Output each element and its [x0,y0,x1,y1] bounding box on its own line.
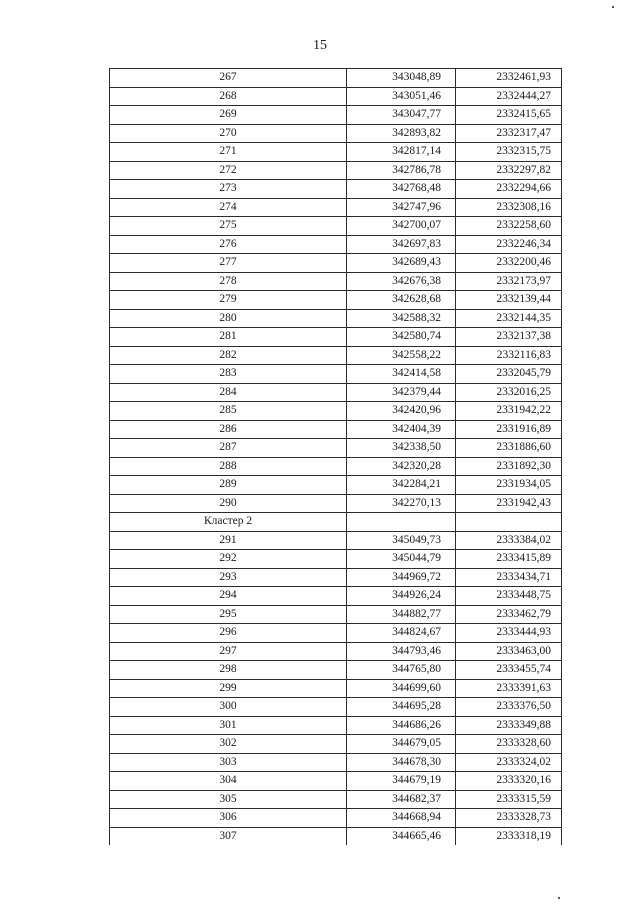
y-coordinate-cell: 2332173,97 [456,272,562,291]
x-coordinate-cell: 344824,67 [347,624,456,643]
y-coordinate-cell: 2333376,50 [456,698,562,717]
table-row [110,402,562,421]
x-coordinate-cell: 344679,19 [347,772,456,791]
table-row [110,254,562,273]
x-coordinate-cell: 342817,14 [347,143,456,162]
scan-speck [558,897,560,899]
x-coordinate-cell: 342700,07 [347,217,456,236]
table-row [110,69,562,88]
point-number-cell: 290 [110,494,347,513]
point-number-cell: 269 [110,106,347,125]
point-number-cell: 268 [110,87,347,106]
point-number-cell: 297 [110,642,347,661]
table-row [110,106,562,125]
x-coordinate-cell: 342404,39 [347,420,456,439]
y-coordinate-cell: 2332297,82 [456,161,562,180]
coordinates-table-body [110,69,562,846]
y-coordinate-cell: 2333349,88 [456,716,562,735]
x-coordinate-cell: 342270,13 [347,494,456,513]
x-coordinate-cell: 342676,38 [347,272,456,291]
point-number-cell: 296 [110,624,347,643]
x-coordinate-cell: 344682,37 [347,790,456,809]
point-number-cell: 283 [110,365,347,384]
point-number-cell: 305 [110,790,347,809]
x-coordinate-cell: 344699,60 [347,679,456,698]
point-number-cell: 307 [110,827,347,845]
table-row [110,550,562,569]
x-coordinate-cell: 342747,96 [347,198,456,217]
point-number-cell: 303 [110,753,347,772]
table-row [110,365,562,384]
x-coordinate-cell: 343051,46 [347,87,456,106]
y-coordinate-cell: 2331886,60 [456,439,562,458]
x-coordinate-cell: 342689,43 [347,254,456,273]
point-number-cell: 285 [110,402,347,421]
point-number-cell: 284 [110,383,347,402]
table-row [110,587,562,606]
x-coordinate-cell: 344969,72 [347,568,456,587]
table-row [110,161,562,180]
y-coordinate-cell: 2331942,22 [456,402,562,421]
point-number-cell: 278 [110,272,347,291]
y-coordinate-cell: 2332308,16 [456,198,562,217]
table-row [110,661,562,680]
table-row [110,328,562,347]
y-coordinate-cell: 2332045,79 [456,365,562,384]
y-coordinate-cell: 2332246,34 [456,235,562,254]
point-number-cell: 298 [110,661,347,680]
table-row [110,420,562,439]
point-number-cell: 292 [110,550,347,569]
table-row [110,87,562,106]
table-row [110,790,562,809]
x-coordinate-cell: 342697,83 [347,235,456,254]
point-number-cell: 272 [110,161,347,180]
table-row [110,624,562,643]
table-row [110,827,562,845]
point-number-cell: 274 [110,198,347,217]
table-row [110,716,562,735]
table-row [110,735,562,754]
x-coordinate-cell [347,513,456,532]
y-coordinate-cell: 2332415,65 [456,106,562,125]
table-row [110,642,562,661]
table-row [110,494,562,513]
y-coordinate-cell: 2332315,75 [456,143,562,162]
x-coordinate-cell: 342414,58 [347,365,456,384]
y-coordinate-cell: 2333448,75 [456,587,562,606]
x-coordinate-cell: 344686,26 [347,716,456,735]
table-row [110,217,562,236]
table-row [110,476,562,495]
y-coordinate-cell: 2333463,00 [456,642,562,661]
table-row [110,180,562,199]
x-coordinate-cell: 342580,74 [347,328,456,347]
x-coordinate-cell: 344765,80 [347,661,456,680]
y-coordinate-cell: 2333455,74 [456,661,562,680]
x-coordinate-cell: 343048,89 [347,69,456,88]
x-coordinate-cell: 342786,78 [347,161,456,180]
y-coordinate-cell: 2331934,05 [456,476,562,495]
point-number-cell: 282 [110,346,347,365]
y-coordinate-cell: 2333462,79 [456,605,562,624]
x-coordinate-cell: 344695,28 [347,698,456,717]
y-coordinate-cell: 2333318,19 [456,827,562,845]
point-number-cell: 273 [110,180,347,199]
y-coordinate-cell: 2333391,63 [456,679,562,698]
point-number-cell: 295 [110,605,347,624]
y-coordinate-cell: 2332200,46 [456,254,562,273]
table-row [110,143,562,162]
x-coordinate-cell: 344882,77 [347,605,456,624]
coordinates-table [109,68,562,845]
y-coordinate-cell: 2333328,73 [456,809,562,828]
table-row [110,457,562,476]
x-coordinate-cell: 344793,46 [347,642,456,661]
point-number-cell: 287 [110,439,347,458]
table-row [110,235,562,254]
x-coordinate-cell: 342379,44 [347,383,456,402]
y-coordinate-cell: 2333315,59 [456,790,562,809]
point-number-cell: 277 [110,254,347,273]
x-coordinate-cell: 342284,21 [347,476,456,495]
y-coordinate-cell: 2333384,02 [456,531,562,550]
point-number-cell: 293 [110,568,347,587]
point-number-cell: 291 [110,531,347,550]
x-coordinate-cell: 345044,79 [347,550,456,569]
point-number-cell: 275 [110,217,347,236]
page-number: 15 [313,38,327,53]
y-coordinate-cell: 2333328,60 [456,735,562,754]
x-coordinate-cell: 344668,94 [347,809,456,828]
table-row [110,698,562,717]
point-number-cell: 306 [110,809,347,828]
x-coordinate-cell: 342558,22 [347,346,456,365]
y-coordinate-cell: 2332116,83 [456,346,562,365]
x-coordinate-cell: 344665,46 [347,827,456,845]
x-coordinate-cell: 343047,77 [347,106,456,125]
x-coordinate-cell: 345049,73 [347,531,456,550]
x-coordinate-cell: 342420,96 [347,402,456,421]
y-coordinate-cell: 2332139,44 [456,291,562,310]
y-coordinate-cell: 2332461,93 [456,69,562,88]
point-number-cell: 281 [110,328,347,347]
point-number-cell: 289 [110,476,347,495]
table-row [110,124,562,143]
table-row [110,605,562,624]
point-number-cell: 300 [110,698,347,717]
cluster-header-row [110,513,562,532]
table-row [110,346,562,365]
x-coordinate-cell: 342768,48 [347,180,456,199]
y-coordinate-cell: 2332317,47 [456,124,562,143]
x-coordinate-cell: 344679,05 [347,735,456,754]
point-number-cell: 267 [110,69,347,88]
table-row [110,531,562,550]
table-row [110,309,562,328]
point-number-cell: 302 [110,735,347,754]
y-coordinate-cell: 2333320,16 [456,772,562,791]
y-coordinate-cell: 2333444,93 [456,624,562,643]
y-coordinate-cell: 2332258,60 [456,217,562,236]
x-coordinate-cell: 342893,82 [347,124,456,143]
x-coordinate-cell: 342338,50 [347,439,456,458]
y-coordinate-cell: 2333415,89 [456,550,562,569]
y-coordinate-cell: 2331892,30 [456,457,562,476]
point-number-cell: 276 [110,235,347,254]
table-row [110,198,562,217]
y-coordinate-cell: 2331942,43 [456,494,562,513]
x-coordinate-cell: 344926,24 [347,587,456,606]
table-row [110,772,562,791]
scan-speck [612,6,614,8]
table-row [110,809,562,828]
x-coordinate-cell: 344678,30 [347,753,456,772]
x-coordinate-cell: 342320,28 [347,457,456,476]
point-number-cell: 299 [110,679,347,698]
point-number-cell: 271 [110,143,347,162]
table-row [110,753,562,772]
point-number-cell: 288 [110,457,347,476]
point-number-cell: 294 [110,587,347,606]
y-coordinate-cell: 2332144,35 [456,309,562,328]
table-row [110,383,562,402]
point-number-cell: 270 [110,124,347,143]
y-coordinate-cell [456,513,562,532]
x-coordinate-cell: 342628,68 [347,291,456,310]
y-coordinate-cell: 2332294,66 [456,180,562,199]
table-row [110,439,562,458]
table-row [110,679,562,698]
table-row [110,272,562,291]
y-coordinate-cell: 2332137,38 [456,328,562,347]
point-number-cell: 301 [110,716,347,735]
table-row [110,291,562,310]
point-number-cell: 304 [110,772,347,791]
y-coordinate-cell: 2332444,27 [456,87,562,106]
table-row [110,568,562,587]
y-coordinate-cell: 2332016,25 [456,383,562,402]
x-coordinate-cell: 342588,32 [347,309,456,328]
point-number-cell: 280 [110,309,347,328]
y-coordinate-cell: 2333324,02 [456,753,562,772]
y-coordinate-cell: 2331916,89 [456,420,562,439]
point-number-cell: 286 [110,420,347,439]
y-coordinate-cell: 2333434,71 [456,568,562,587]
point-number-cell: 279 [110,291,347,310]
cluster-label-cell: Кластер 2 [110,513,347,532]
